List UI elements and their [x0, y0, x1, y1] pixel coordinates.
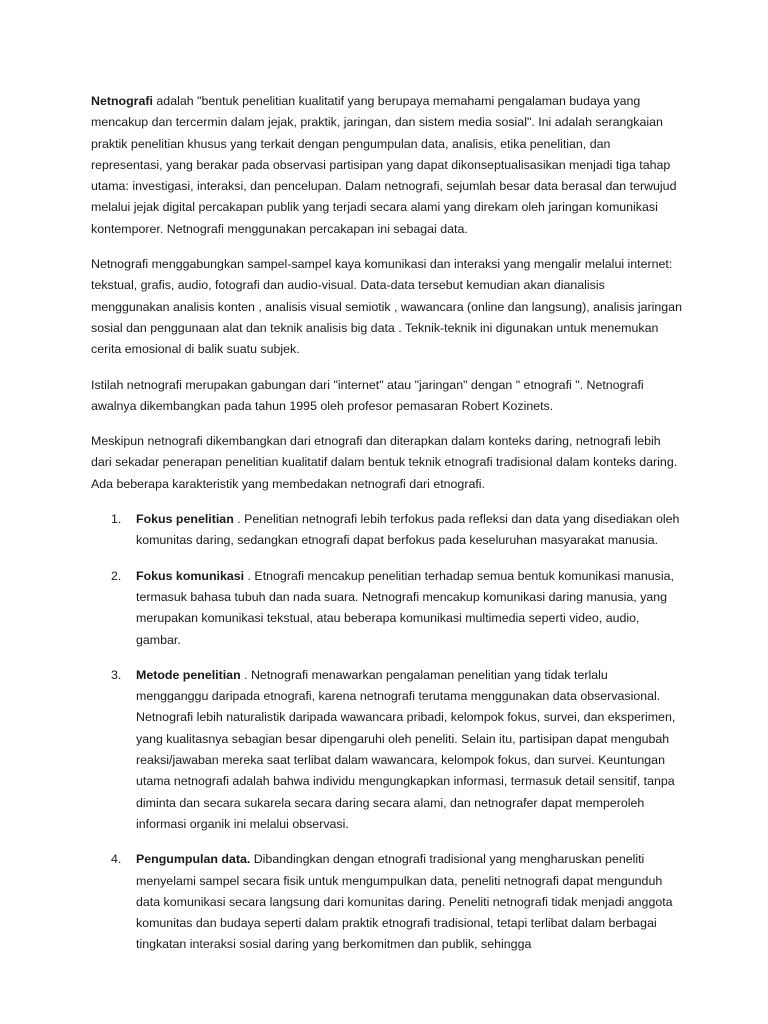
list-number: 2. [111, 568, 122, 583]
list-number: 1. [111, 512, 122, 527]
paragraph-istilah-netnografi: Istilah netnografi merupakan gabungan dari "internet" atau "jaringan" dengan " etnografi ". Netnografi awalnya dikembangkan pada tahun 1995 oleh profesor pemasaran Robert Kozinets. [91, 377, 644, 413]
list-item-fokus-komunikasi [91, 566, 683, 651]
list-item-pengumpulan-data [91, 849, 683, 955]
list-number: 4. [111, 852, 122, 867]
list-item-title: Fokus penelitian [136, 512, 234, 527]
list-item-title: Metode penelitian [136, 667, 241, 682]
list-item-title: Pengumpulan data. [136, 852, 251, 867]
intro-term: Netnografi [91, 94, 153, 108]
list-item-fokus-penelitian [91, 509, 683, 552]
intro-paragraph [91, 91, 683, 240]
list-item-text: . Etnografi mencakup penelitian terhadap semua bentuk komunikasi manusia, termasuk bahasa tubuh dan nada suara. Netnografi mencakup komunikasi daring manusia, yang merupakan komunikasi tekstual, atau beberapa komunikasi multimedia seperti video, audio, gambar. [136, 568, 674, 647]
list-number: 3. [111, 667, 122, 682]
list-item-text: . Penelitian netnografi lebih terfokus pada refleksi dan data yang disediakan oleh komunitas daring, sedangkan etnografi dapat berfokus pada keseluruhan masyarakat manusia. [136, 512, 680, 548]
list-item-text: . Netnografi menawarkan pengalaman penelitian yang tidak terlalu mengganggu daripada etnografi, karena netnografi terutama menggunakan data observasional. Netnografi lebih naturalistik daripada wawancara pribadi, kelompok fokus, survei, dan eksperimen, yang kualitasnya sebagian besar dipengaruhi oleh peneliti. Selain itu, partisipan dapat mengubah reaksi/jawaban mereka saat terlibat dalam wawancara, kelompok fokus, dan survei. Keuntungan utama netnografi adalah bahwa individu mengungkapkan informasi, termasuk detail sensitif, tanpa diminta dan secara sukarela secara daring secara alami, dan netnografer dapat memperoleh informasi organik ini melalui observasi. [136, 667, 676, 831]
list-item-title: Fokus komunikasi [136, 568, 245, 583]
intro-text: adalah "bentuk penelitian kualitatif yang berupaya memahami pengalaman budaya yang mencakup dan tercermin dalam jejak, praktik, jaringan, dan sistem media sosial". Ini adalah serangkaian praktik penelitian khusus yang terkait dengan pengumpulan data, analisis, etika penelitian, dan representasi, yang berakar pada observasi partisipan yang dapat dikonseptualisasikan menjadi tiga tahap utama: investigasi, interaksi, dan pencelupan. Dalam netnografi, sejumlah besar data berasal dan terwujud melalui jejak digital percakapan publik yang terjadi secara alami yang direkam oleh jaringan komunikasi kontemporer. Netnografi menggunakan percakapan ini sebagai data. [91, 94, 677, 236]
list-item-text: Dibandingkan dengan etnografi tradisional yang mengharuskan peneliti menyelami sampel secara fisik untuk mengumpulkan data, peneliti netnografi dapat mengunduh data komunikasi secara langsung dari komunitas daring. Peneliti netnografi tidak menjadi anggota komunitas dan budaya seperti dalam praktik etnografi tradisional, tetapi terlibat dalam berbagai tingkatan interaksi sosial daring yang berkomitmen dan publik, sehingga [136, 852, 673, 952]
characteristics-list [91, 509, 683, 956]
paragraph-netnografi-menggabungkan: Netnografi menggabungkan sampel-sampel kaya komunikasi dan interaksi yang mengalir melalui internet: tekstual, grafis, audio, fotografi dan audio-visual. Data-data tersebut kemudian akan dianalisis menggunakan analisis konten , analisis visual semiotik , wawancara (online dan langsung), analisis jaringan sosial dan penggunaan alat dan teknik analisis big data . Teknik-teknik ini digunakan untuk menemukan cerita emosional di balik suatu subjek. [91, 257, 682, 357]
list-item-metode-penelitian [91, 665, 683, 835]
paragraph-meskipun-netnografi: Meskipun netnografi dikembangkan dari etnografi dan diterapkan dalam konteks daring, netnografi lebih dari sekadar penerapan penelitian kualitatif dalam bentuk teknik etnografi tradisional dalam konteks daring. Ada beberapa karakteristik yang membedakan netnografi dari etnografi. [91, 434, 678, 491]
document-page [91, 91, 683, 970]
